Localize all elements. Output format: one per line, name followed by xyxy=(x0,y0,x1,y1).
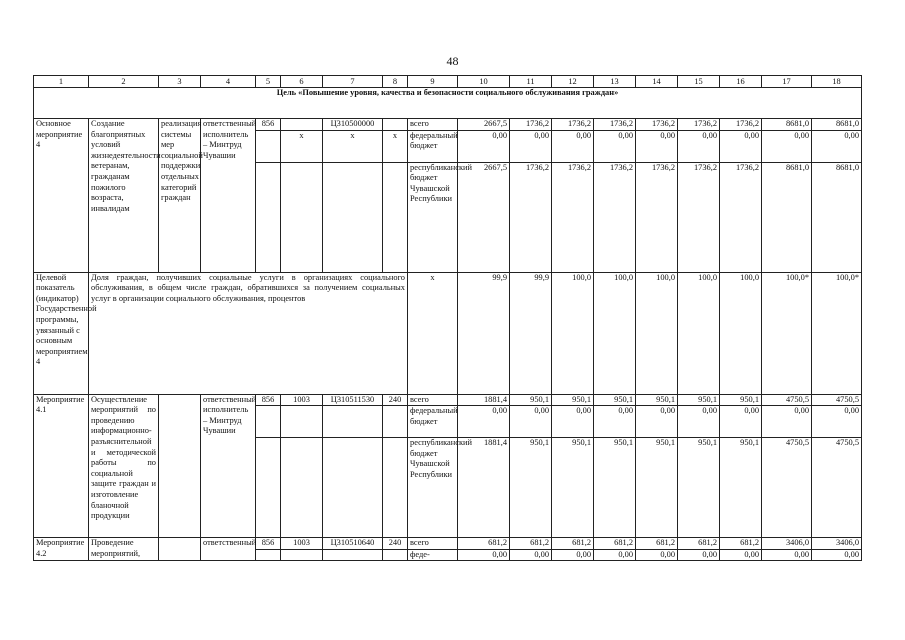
cell-value: 950,1 xyxy=(720,394,762,406)
cell-value: 0,00 xyxy=(762,549,812,561)
event-measure xyxy=(159,394,201,538)
cell-value: 950,1 xyxy=(552,394,594,406)
cell-grbs: 856 xyxy=(256,119,281,131)
header-cell: 6 xyxy=(281,76,323,88)
cell-source: всего xyxy=(408,119,458,131)
cell-vr xyxy=(383,549,408,561)
cell-value: 681,2 xyxy=(594,538,636,550)
event-executor: ответственный xyxy=(201,538,256,561)
header-cell: 5 xyxy=(256,76,281,88)
cell-source: республиканский бюджет Чувашской Республики xyxy=(408,438,458,538)
indicator-row xyxy=(34,272,862,394)
cell-value: 1736,2 xyxy=(510,119,552,131)
cell-source: республиканский бюджет Чувашской Республики xyxy=(408,162,458,272)
cell-vr xyxy=(383,119,408,131)
cell-value: 0,00 xyxy=(594,130,636,162)
cell-value: 100,0* xyxy=(812,272,862,394)
cell-value: 681,2 xyxy=(720,538,762,550)
cell-value: 8681,0 xyxy=(812,162,862,272)
cell-vr xyxy=(383,438,408,538)
budget-table xyxy=(33,75,862,561)
cell-value: 4750,5 xyxy=(762,438,812,538)
cell-value: 100,0 xyxy=(678,272,720,394)
cell-value: 1736,2 xyxy=(678,119,720,131)
cell-value: 681,2 xyxy=(678,538,720,550)
header-row xyxy=(34,76,862,88)
cell-csr: Ц310510640 xyxy=(323,538,383,550)
cell-value: 950,1 xyxy=(678,438,720,538)
cell-value: 950,1 xyxy=(678,394,720,406)
cell-value: 0,00 xyxy=(762,130,812,162)
cell-rzpr xyxy=(281,549,323,561)
cell-vr xyxy=(383,162,408,272)
header-cell: 11 xyxy=(510,76,552,88)
event-measure xyxy=(159,538,201,561)
cell-grbs xyxy=(256,549,281,561)
cell-value: 99,9 xyxy=(510,272,552,394)
cell-value: 1736,2 xyxy=(720,119,762,131)
header-cell: 14 xyxy=(636,76,678,88)
event-description: Создание благоприятных условий жизнедеятельности ветеранам, гражданам пожилого возраста, инвалидам xyxy=(89,119,159,273)
cell-value: 1736,2 xyxy=(720,162,762,272)
cell-csr xyxy=(323,549,383,561)
cell-value: 950,1 xyxy=(720,438,762,538)
cell-vr xyxy=(383,406,408,438)
header-cell: 13 xyxy=(594,76,636,88)
cell-value: 0,00 xyxy=(594,406,636,438)
event-name: Основное мероприятие 4 xyxy=(34,119,89,273)
cell-value: 0,00 xyxy=(678,406,720,438)
cell-grbs xyxy=(256,438,281,538)
event-name: Мероприятие 4.1 xyxy=(34,394,89,538)
header-cell: 12 xyxy=(552,76,594,88)
cell-value: 0,00 xyxy=(552,549,594,561)
cell-value: 100,0 xyxy=(720,272,762,394)
cell-grbs xyxy=(256,162,281,272)
indicator-name: Целевой показатель (индикатор) Государственной программы, увязанный с основным мероприятием 4 xyxy=(34,272,89,394)
header-cell: 1 xyxy=(34,76,89,88)
cell-value: 99,9 xyxy=(458,272,510,394)
header-cell: 9 xyxy=(408,76,458,88)
cell-value: 0,00 xyxy=(812,549,862,561)
cell-rzpr: x xyxy=(281,130,323,162)
table-row xyxy=(34,394,862,406)
event-description: Осуществление мероприятий по проведению информационно-разъяснительной и методической работы по социальной защите граждан и изготовление бланочной продукции xyxy=(89,394,159,538)
header-cell: 16 xyxy=(720,76,762,88)
cell-value: 681,2 xyxy=(636,538,678,550)
cell-rzpr: 1003 xyxy=(281,538,323,550)
cell-value: 0,00 xyxy=(458,406,510,438)
cell-value: 1881,4 xyxy=(458,438,510,538)
cell-value: 0,00 xyxy=(812,130,862,162)
cell-value: 1736,2 xyxy=(552,119,594,131)
header-cell: 10 xyxy=(458,76,510,88)
cell-value: 950,1 xyxy=(552,438,594,538)
cell-value: 3406,0 xyxy=(762,538,812,550)
cell-value: 0,00 xyxy=(510,549,552,561)
header-cell: 15 xyxy=(678,76,720,88)
cell-value: 100,0 xyxy=(552,272,594,394)
cell-value: 2667,5 xyxy=(458,162,510,272)
cell-csr xyxy=(323,438,383,538)
header-cell: 7 xyxy=(323,76,383,88)
cell-value: 4750,5 xyxy=(812,394,862,406)
cell-rzpr xyxy=(281,119,323,131)
cell-value: 3406,0 xyxy=(812,538,862,550)
cell-source: x xyxy=(408,272,458,394)
cell-value: 0,00 xyxy=(458,549,510,561)
header-cell: 17 xyxy=(762,76,812,88)
cell-grbs xyxy=(256,130,281,162)
cell-source: всего xyxy=(408,394,458,406)
cell-value: 0,00 xyxy=(720,549,762,561)
cell-value: 0,00 xyxy=(636,130,678,162)
cell-value: 0,00 xyxy=(458,130,510,162)
cell-value: 950,1 xyxy=(594,394,636,406)
cell-value: 681,2 xyxy=(552,538,594,550)
cell-vr: 240 xyxy=(383,394,408,406)
cell-value: 100,0 xyxy=(594,272,636,394)
cell-value: 8681,0 xyxy=(762,119,812,131)
cell-grbs: 856 xyxy=(256,394,281,406)
cell-value: 8681,0 xyxy=(812,119,862,131)
cell-csr: Ц310500000 xyxy=(323,119,383,131)
cell-value: 0,00 xyxy=(678,130,720,162)
cell-value: 1736,2 xyxy=(678,162,720,272)
cell-value: 1736,2 xyxy=(594,119,636,131)
page-number: 48 xyxy=(446,54,459,68)
cell-value: 0,00 xyxy=(762,406,812,438)
cell-value: 0,00 xyxy=(720,130,762,162)
cell-value: 0,00 xyxy=(510,130,552,162)
header-cell: 4 xyxy=(201,76,256,88)
cell-value: 4750,5 xyxy=(812,438,862,538)
event-description: Проведение мероприятий, xyxy=(89,538,159,561)
cell-grbs: 856 xyxy=(256,538,281,550)
header-cell: 18 xyxy=(812,76,862,88)
cell-csr xyxy=(323,162,383,272)
table-row xyxy=(34,538,862,550)
cell-value: 950,1 xyxy=(636,394,678,406)
cell-source: федеральный бюджет xyxy=(408,406,458,438)
cell-value: 0,00 xyxy=(636,549,678,561)
cell-rzpr xyxy=(281,438,323,538)
cell-source: всего xyxy=(408,538,458,550)
cell-value: 0,00 xyxy=(636,406,678,438)
cell-value: 8681,0 xyxy=(762,162,812,272)
event-executor: ответственный исполнитель – Минтруд Чувашии xyxy=(201,394,256,538)
cell-value: 681,2 xyxy=(458,538,510,550)
cell-value: 1881,4 xyxy=(458,394,510,406)
table-row xyxy=(34,119,862,131)
cell-value: 0,00 xyxy=(552,406,594,438)
event-name: Мероприятие 4.2 xyxy=(34,538,89,561)
cell-value: 100,0 xyxy=(636,272,678,394)
cell-rzpr xyxy=(281,406,323,438)
event-executor: ответственный исполнитель – Минтруд Чувашии xyxy=(201,119,256,273)
goal-title: Цель «Повышение уровня, качества и безопасности социального обслуживания граждан» xyxy=(34,88,862,119)
cell-vr: x xyxy=(383,130,408,162)
cell-value: 1736,2 xyxy=(510,162,552,272)
cell-source: феде- xyxy=(408,549,458,561)
cell-value: 0,00 xyxy=(812,406,862,438)
cell-rzpr: 1003 xyxy=(281,394,323,406)
cell-csr: Ц310511530 xyxy=(323,394,383,406)
header-cell: 3 xyxy=(159,76,201,88)
cell-value: 4750,5 xyxy=(762,394,812,406)
cell-csr xyxy=(323,406,383,438)
cell-value: 1736,2 xyxy=(636,162,678,272)
event-measure: реализация системы мер социальной поддержки отдельных категорий граждан xyxy=(159,119,201,273)
cell-value: 950,1 xyxy=(510,438,552,538)
header-cell: 8 xyxy=(383,76,408,88)
cell-grbs xyxy=(256,406,281,438)
cell-value: 2667,5 xyxy=(458,119,510,131)
cell-value: 100,0* xyxy=(762,272,812,394)
cell-value: 1736,2 xyxy=(636,119,678,131)
goal-row xyxy=(34,88,862,119)
cell-value: 0,00 xyxy=(678,549,720,561)
cell-source: федеральный бюджет xyxy=(408,130,458,162)
cell-csr: x xyxy=(323,130,383,162)
cell-value: 0,00 xyxy=(510,406,552,438)
indicator-description: Доля граждан, получивших социальные услуги в организациях социального обслуживания, в общем числе граждан, обратившихся за получением социальных услуг в организации социального обслуживания, процентов xyxy=(89,272,408,394)
cell-value: 681,2 xyxy=(510,538,552,550)
cell-value: 0,00 xyxy=(594,549,636,561)
cell-value: 1736,2 xyxy=(552,162,594,272)
cell-value: 0,00 xyxy=(552,130,594,162)
cell-rzpr xyxy=(281,162,323,272)
cell-value: 950,1 xyxy=(510,394,552,406)
header-cell: 2 xyxy=(89,76,159,88)
cell-value: 950,1 xyxy=(594,438,636,538)
cell-value: 0,00 xyxy=(720,406,762,438)
cell-vr: 240 xyxy=(383,538,408,550)
cell-value: 1736,2 xyxy=(594,162,636,272)
cell-value: 950,1 xyxy=(636,438,678,538)
